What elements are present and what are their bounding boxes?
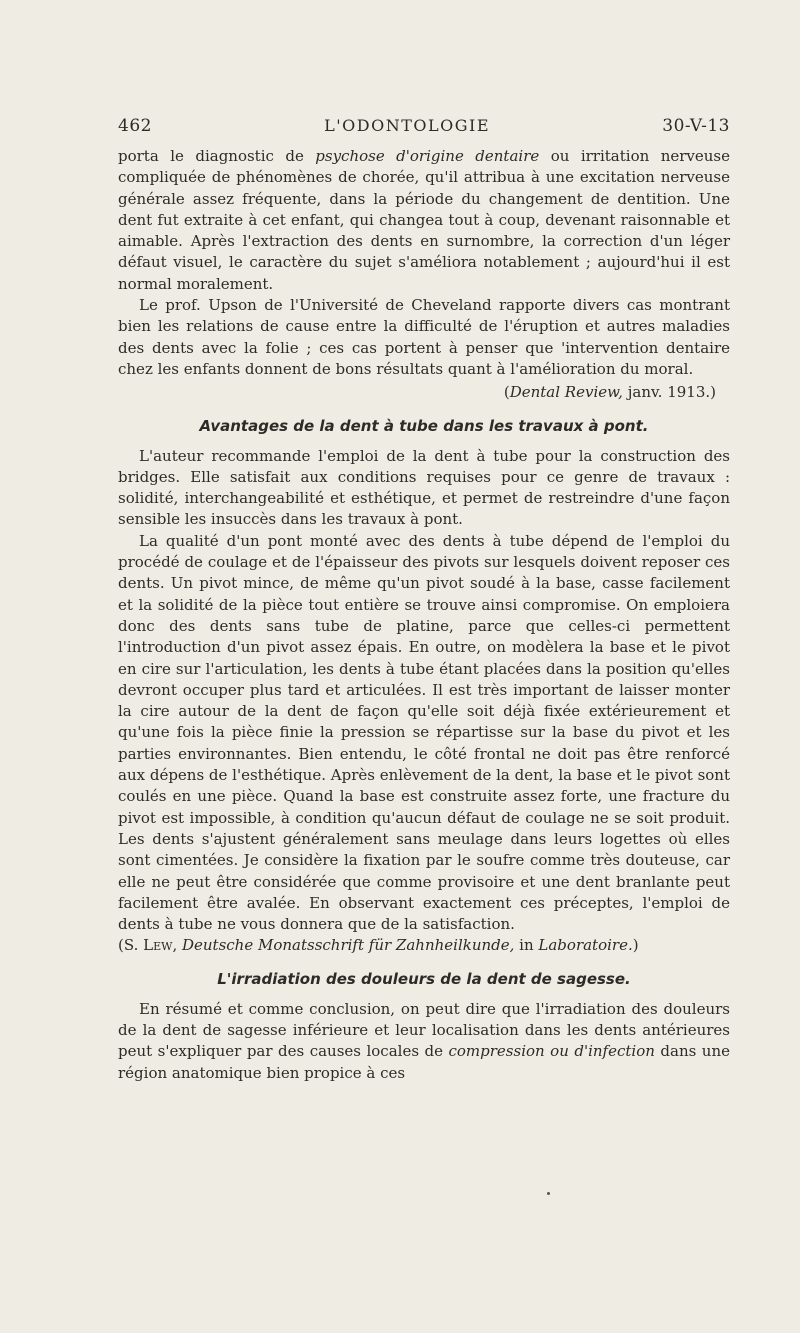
citation-lew: [118, 935, 730, 956]
citation-open: (S.: [118, 936, 144, 955]
paragraph-pont-qualite: La qualité d'un pont monté avec des dents à tube dépend de l'emploi du procédé de coulage et de l'épaisseur des pivots sur lesquels doivent reposer ces dents. Un pivot mince, de même qu'un pivot soudé à la base, casse facilement et la solidité de la pièce tout entière se trouve ainsi compromise. On emploiera donc des dents sans tube de platine, parce que celles-ci permettent l'introduction d'un pivot assez épais. En outre, on modèlera la base et le pivot en cire sur l'articulation, les dents à tube étant placées dans la position qu'elles devront occuper plus tard et articulées. Il est très important de laisser monter la cire autour de la dent de façon qu'elle soit déjà fixée extérieurement et qu'une fois la pièce finie la pression se répartisse sur la base du pivot et les parties environnantes. Bien entendu, le côté frontal ne doit pas être renforcé aux dépens de l'esthétique. Après enlèvement de la dent, la base et le pivot sont coulés en une pièce. Quand la base est construite assez forte, une fracture du pivot est impossible, à condition qu'aucun défaut de coulage ne se soit produit. Les dents s'ajustent généralement sans meulage dans leurs logettes où elles sont cimentées. Je considère la fixation par le soufre comme très douteuse, car elle ne peut être considérée que comme provisoire et une dent branlante peut facilement être avalée. En observant exactement ces préceptes, l'emploi de dents à tube ne vous donnera que de la satisfaction.: [118, 531, 730, 934]
ink-speck: [547, 1192, 550, 1195]
text-run: porta le diagnostic de: [118, 147, 316, 165]
issue-date: 30-V-13: [662, 116, 730, 136]
article-body: [118, 146, 730, 1084]
paragraph-irradiation: [118, 999, 730, 1084]
text-run: En résumé et comme conclusion, on peut dire que l'irradiation des douleurs de la dent de sagesse inférieure et leur localisation dans les dents antérieures peut s'expliquer par des causes locales de: [118, 999, 730, 1061]
citation-dental-review: [118, 382, 730, 403]
paragraph-psychose: [118, 146, 730, 295]
citation-journal: Deutsche Monatsschrift für Zahnheilkunde,: [181, 936, 515, 955]
section-heading-dent-tube: Avantages de la dent à tube dans les travaux à pont.: [199, 416, 649, 435]
page-number: 462: [118, 116, 152, 136]
citation-author: Lew: [143, 936, 173, 955]
journal-title: L'ODONTOLOGIE: [324, 116, 491, 135]
emphasis-psychose: psychose d'origine dentaire: [315, 147, 540, 165]
citation-laboratoire: Laboratoire.: [538, 936, 633, 955]
citation-journal: Dental Review,: [509, 383, 623, 402]
citation-mid: in: [514, 936, 539, 955]
paragraph-bridges: L'auteur recommande l'emploi de la dent à tube pour la construction des bridges. Elle satisfait aux conditions requises pour ce genre de travaux : solidité, interchangeabilité et esthétique, et permet de restreindre d'une façon sensible les insuccès dans les travaux à pont.: [118, 446, 730, 529]
running-header: [118, 116, 730, 138]
text-run: dans une région anatomique bien propice à ces: [118, 1042, 730, 1082]
citation-date: janv. 1913.): [622, 383, 716, 402]
citation-sep: ,: [172, 936, 182, 955]
paragraph-upson: Le prof. Upson de l'Université de Cheveland rapporte divers cas montrant bien les relations de cause entre la difficulté de l'éruption et autres maladies des dents avec la folie ; ces cas portent à penser que 'intervention dentaire chez les enfants donnent de bons résultats quant à l'amélioration du moral.: [118, 296, 730, 378]
citation-paren: (: [503, 383, 510, 402]
text-run: ou irritation nerveuse compliquée de phénomènes de chorée, qu'il attribua à une excitation nerveuse générale assez fréquente, dans la période du changement de dentition. Une dent fut extraite à cet enfant, qui changea tout à coup, devenant raisonnable et aimable. Après l'extraction des dents en surnombre, la correction d'un léger défaut visuel, le caractère du sujet s'améliora notablement ; aujourd'hui il est normal moralement.: [118, 147, 731, 293]
emphasis-compression: compression ou d'infection: [448, 1042, 655, 1061]
section-heading-irradiation: L'irradiation des douleurs de la dent de sagesse.: [217, 969, 631, 988]
citation-close: ): [632, 936, 639, 955]
